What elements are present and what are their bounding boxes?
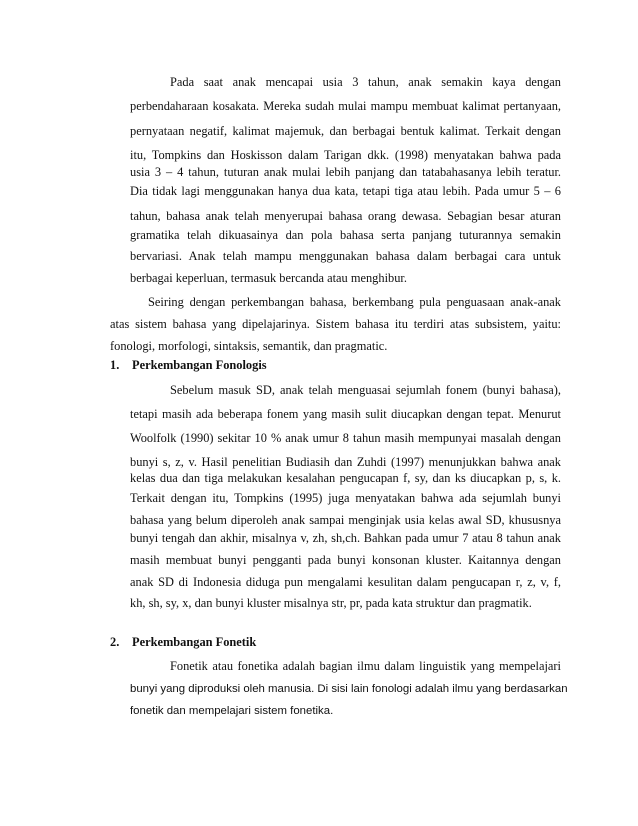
paragraph-line: kelas dua dan tiga melakukan kesalahan pengucapan f, sy, dan ks diucapkan p, s, k. xyxy=(130,471,561,485)
section-heading-fonologis xyxy=(110,357,267,373)
paragraph-line: masih membuat bunyi pengganti pada bunyi konsonan kluster. Kaitannya dengan xyxy=(130,553,561,567)
paragraph-line: itu, Tompkins dan Hoskisson dalam Tarigan dkk. (1998) menyatakan bahwa pada xyxy=(130,148,561,162)
paragraph-line: Dia tidak lagi menggunakan hanya dua kata, tetapi tiga atau lebih. Pada umur 5 – 6 xyxy=(130,184,561,198)
paragraph-line: Terkait dengan itu, Tompkins (1995) juga menyatakan bahwa ada sejumlah bunyi xyxy=(130,491,561,505)
paragraph-line: kh, sh, sy, x, dan bunyi kluster misalnya str, pr, pada kata struktur dan pragmatik. xyxy=(130,596,532,610)
paragraph-line: fonetik dan mempelajari sistem fonetika. xyxy=(130,705,334,717)
paragraph-line: perbendaharaan kosakata. Mereka sudah mulai mampu membuat kalimat pertanyaan, xyxy=(130,99,561,113)
section-number: 1. xyxy=(110,358,120,372)
paragraph-line: bunyi s, z, v. Hasil penelitian Budiasih dan Zuhdi (1997) menunjukkan bahwa anak xyxy=(130,455,561,469)
paragraph-line: atas sistem bahasa yang dipelajarinya. Sistem bahasa itu terdiri atas subsistem, yaitu: xyxy=(110,317,561,331)
section-title: Perkembangan Fonologis xyxy=(132,358,267,372)
section-heading-fonetik xyxy=(110,634,256,650)
paragraph-line: tahun, bahasa anak telah menyerupai bahasa orang dewasa. Sebagian besar aturan xyxy=(130,209,561,223)
paragraph-line: bahasa yang belum diperoleh anak sampai menginjak usia kelas awal SD, khususnya xyxy=(130,513,561,527)
paragraph-line: Pada saat anak mencapai usia 3 tahun, anak semakin kaya dengan xyxy=(170,75,561,89)
paragraph-line: bunyi tengah dan akhir, misalnya v, zh, sh,ch. Bahkan pada umur 7 atau 8 tahun anak xyxy=(130,531,561,545)
paragraph-line: bervariasi. Anak telah mampu menggunakan bahasa dalam berbagai cara untuk xyxy=(130,249,561,263)
paragraph-line: tetapi masih ada beberapa fonem yang masih sulit diucapkan dengan tepat. Menurut xyxy=(130,407,561,421)
paragraph-line: Woolfolk (1990) sekitar 10 % anak umur 8 tahun masih mempunyai masalah dengan xyxy=(130,431,561,445)
paragraph-line: Seiring dengan perkembangan bahasa, berkembang pula penguasaan anak-anak xyxy=(148,295,561,309)
section-title: Perkembangan Fonetik xyxy=(132,635,257,649)
paragraph-line: gramatika telah dikuasainya dan pola bahasa serta panjang tuturannya semakin xyxy=(130,228,561,242)
paragraph-line: fonologi, morfologi, sintaksis, semantik, dan pragmatic. xyxy=(110,339,388,353)
paragraph-line: Sebelum masuk SD, anak telah menguasai sejumlah fonem (bunyi bahasa), xyxy=(170,383,561,397)
paragraph-line: berbagai keperluan, termasuk bercanda atau menghibur. xyxy=(130,271,407,285)
paragraph-line: anak SD di Indonesia diduga pun mengalami kesulitan dalam pengucapan r, z, v, f, xyxy=(130,575,561,589)
section-number: 2. xyxy=(110,635,120,649)
paragraph-line: pernyataan negatif, kalimat majemuk, dan berbagai bentuk kalimat. Terkait dengan xyxy=(130,124,561,138)
paragraph-line: Fonetik atau fonetika adalah bagian ilmu dalam linguistik yang mempelajari xyxy=(170,659,561,673)
paragraph-line: bunyi yang diproduksi oleh manusia. Di sisi lain fonologi adalah ilmu yang berdasarkan xyxy=(130,683,568,695)
paragraph-line: usia 3 – 4 tahun, tuturan anak mulai lebih panjang dan tatabahasanya lebih teratur. xyxy=(130,165,561,179)
